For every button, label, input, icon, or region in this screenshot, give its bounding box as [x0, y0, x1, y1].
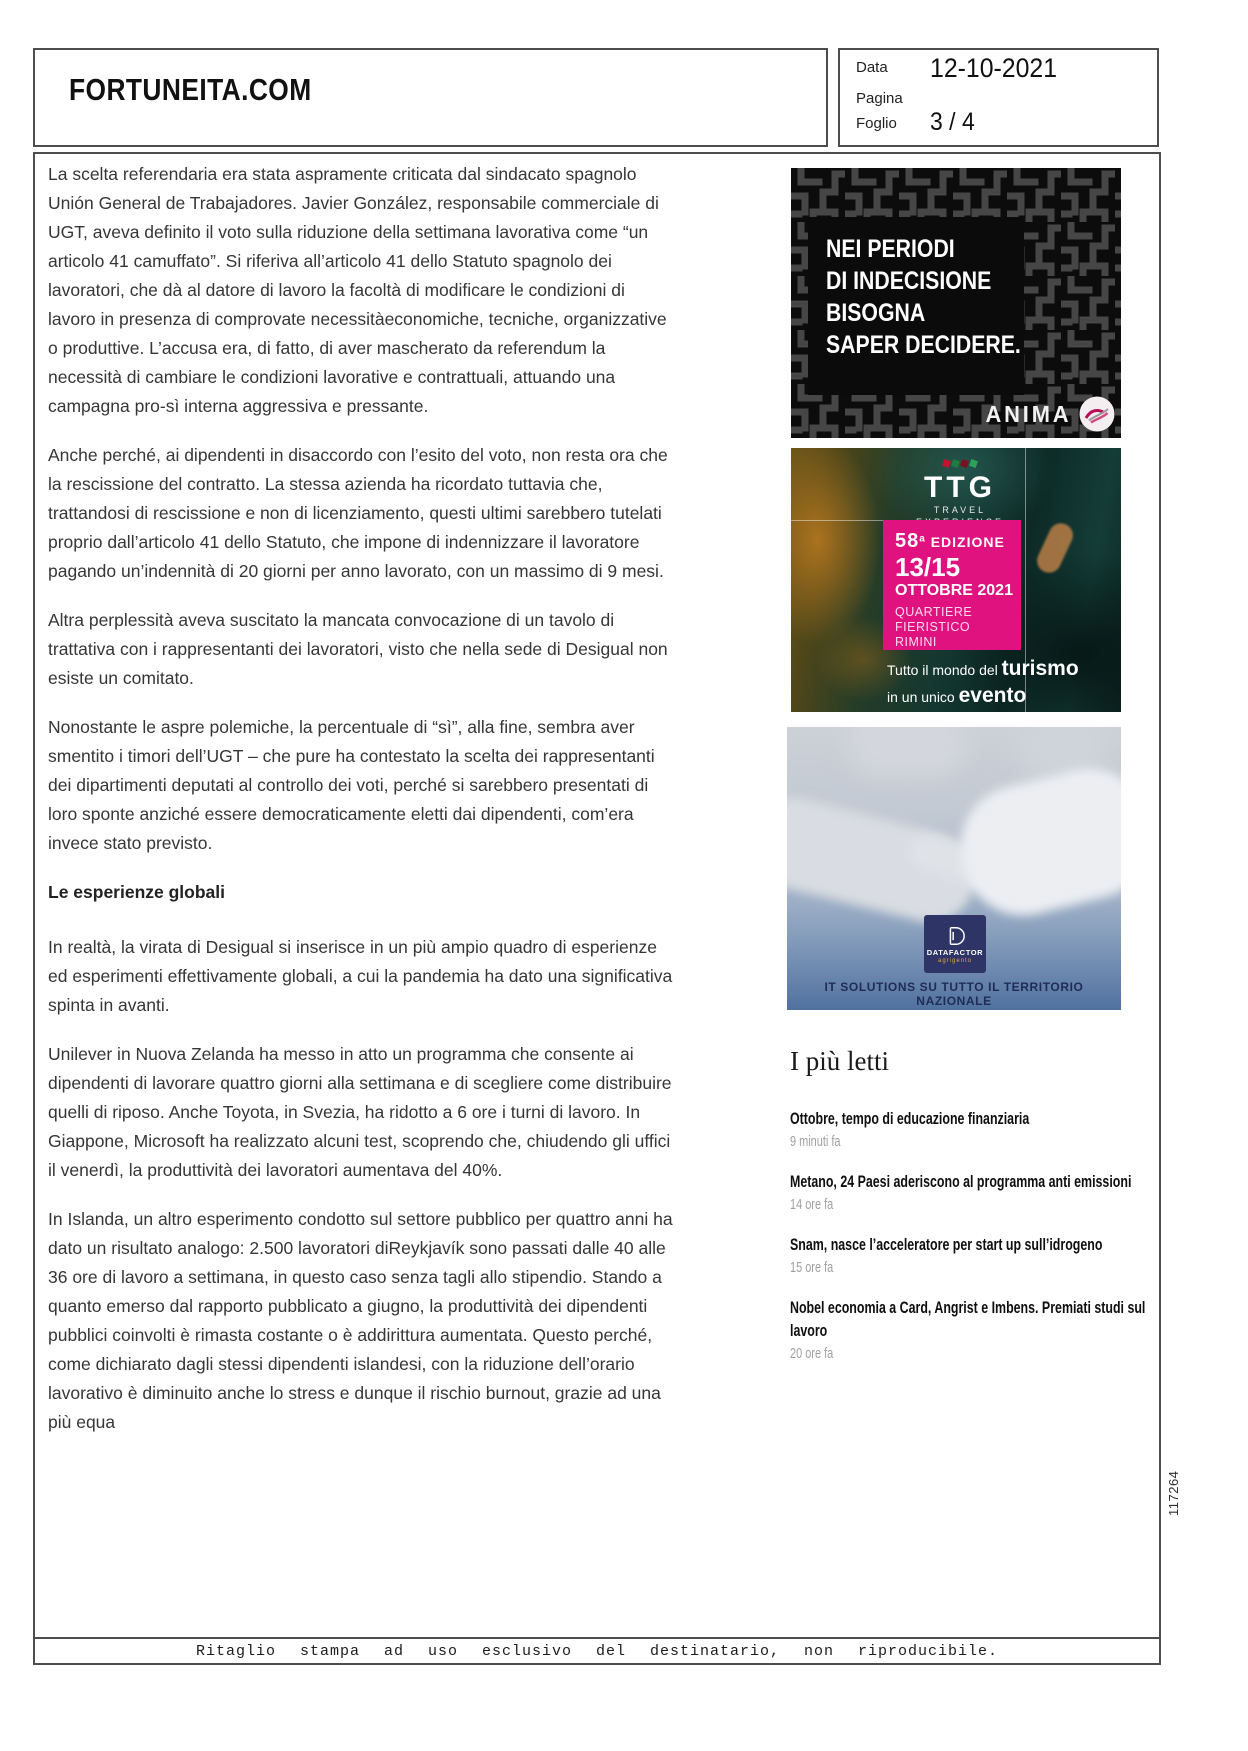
anima-text-panel — [808, 217, 1024, 395]
ttg-ad-banner[interactable] — [791, 448, 1121, 712]
most-read-item-time: 15 ore fa — [790, 1259, 834, 1276]
site-title: FORTUNEITA.COM — [69, 72, 312, 107]
most-read-item — [790, 1233, 1155, 1276]
most-read-item — [790, 1296, 1155, 1362]
paragraph: Anche perché, ai dipendenti in disaccordo con l’esito del voto, non resta ora che la rescissione del contratto. La stessa azienda ha ricordato tuttavia che, trattandosi di rescissione e non di licenziamento, questi ultimi sarebbero tutelati proprio dall’articolo 41 dello Statuto, che impone di indennizzare il lavoratore pagando un’indennità di 20 giorni per anno lavorato, con un massimo di 9 mesi. — [48, 445, 668, 581]
most-read-section — [790, 1046, 1248, 1382]
most-read-item — [790, 1107, 1155, 1150]
paragraph: Altra perplessità aveva suscitato la mancata convocazione di un tavolo di trattativa con i rappresentanti dei lavoratori, visto che nella sede di Desigual non esiste un comitato. — [48, 610, 668, 688]
article-column — [48, 160, 676, 1457]
data-label: Data — [856, 59, 888, 76]
anima-ad-banner[interactable] — [791, 168, 1121, 438]
meta-box — [838, 48, 1159, 147]
most-read-item-time: 14 ore fa — [790, 1196, 834, 1213]
section-heading: Le esperienze globali — [48, 882, 225, 902]
ttg-month: OTTOBRE 2021 — [895, 582, 1013, 599]
most-read-item-time: 9 minuti fa — [790, 1133, 841, 1150]
most-read-item-title[interactable]: Snam, nasce l’acceleratore per start up sull’idrogeno — [790, 1235, 1103, 1254]
bokeh-blob — [847, 727, 967, 777]
clipping-code: 117264 — [1166, 1470, 1181, 1516]
foglio-value: 3 / 4 — [930, 108, 975, 136]
ttg-dates: 13/15 — [895, 552, 961, 582]
anima-brand: ANIMA — [985, 400, 1071, 427]
footer-disclaimer: Ritaglio stampa ad uso esclusivo del destinatario, non riproducibile. — [195, 1642, 999, 1660]
most-read-title: I più letti — [790, 1046, 889, 1076]
ttg-confetti-icon — [895, 454, 1025, 472]
paragraph: Unilever in Nuova Zelanda ha messo in atto un programma che consente ai dipendenti di lavorare quattro giorni alla settimana e di scegliere come distribuire quelli di riposo. Anche Toyota, in Svezia, ha ridotto a 6 ore i turni di lavoro. In Giappone, Microsoft ha realizzato alcuni test, scoprendo che, chiudendo gli uffici il venerdì, la produttività dei lavoratori aumentava del 40%. — [48, 1044, 672, 1180]
masthead-box — [33, 48, 828, 147]
anima-logo-icon — [1079, 396, 1115, 432]
climber-figure — [1033, 519, 1077, 576]
most-read-item-title[interactable]: Metano, 24 Paesi aderiscono al programma anti emissioni — [790, 1172, 1132, 1191]
pagina-label: Pagina — [856, 90, 903, 107]
most-read-item — [790, 1170, 1155, 1213]
anima-headline: NEI PERIODI DI INDECISIONE BISOGNA SAPER DECIDERE. — [826, 235, 1021, 359]
datafactor-d-icon — [944, 925, 966, 947]
paragraph: In realtà, la virata di Desigual si inserisce in un più ampio quadro di esperienze ed esperimenti effettivamente globali, a cui la pandemia ha dato una significativa spinta in avanti. — [48, 937, 673, 1015]
most-read-item-title[interactable]: Nobel economia a Card, Angrist e Imbens. Premiati studi sul lavoro — [790, 1298, 1146, 1340]
paragraph: La scelta referendaria era stata aspramente criticata dal sindacato spagnolo Unión General de Trabajadores. Javier González, responsabile commerciale di UGT, aveva definito il voto sulla riduzione della settimana lavorativa come “un articolo 41 camuffato”. Si riferiva all’articolo 41 dello Statuto spagnolo dei lavoratori, che dà al datore di lavoro la facoltà di modificare le condizioni di lavoro in presenza di comprovate necessitàeconomiche, tecniche, organizzative o produttive. L’accusa era, di fatto, di aver mascherato da referendum la necessità di cambiare le condizioni lavorative e contrattuali, attuando una campagna pro-sì interna aggressiva e pressante. — [48, 164, 667, 416]
baby-hand-shape — [948, 756, 1121, 928]
ttg-logo: TTG TRAVEL — [895, 454, 1025, 528]
foglio-label: Foglio — [856, 115, 897, 132]
ttg-frame-line — [791, 520, 883, 521]
most-read-item-title[interactable]: Ottobre, tempo di educazione finanziaria — [790, 1109, 1030, 1128]
ttg-venue: QUARTIERE FIERISTICO RIMINI — [895, 605, 973, 649]
paragraph: Nonostante le aspre polemiche, la percentuale di “sì”, alla fine, sembra aver smentito i timori dell’UGT – che pure ha contestato la scelta dei rappresentanti dei dipartimenti deputati al controllo dei voti, perché si sarebbero presentati di loro sponte anziché essere democraticamente eletti dai dipendenti, com’era invece stato previsto. — [48, 717, 655, 853]
datafactor-ad-banner[interactable] — [787, 727, 1121, 1010]
date-value: 12-10-2021 — [930, 53, 1058, 83]
datafactor-caption: IT SOLUTIONS SU TUTTO IL TERRITORIO NAZIONALE — [824, 980, 1084, 1008]
paragraph: In Islanda, un altro esperimento condotto sul settore pubblico per quattro anni ha dato un risultato analogo: 2.500 lavoratori diReykjavík sono passati dalle 40 alle 36 ore di lavoro a settimana, in questo caso senza tagli allo stipendio. Stando a quanto emerso dal rapporto pubblicato a giugno, la produttività dei dipendenti pubblici coinvolti è rimasta costante o è addirittura aumentata. Questo perché, come dichiarato dagli stessi dipendenti islandesi, con la riduzione dell’orario lavorativo è diminuito anche lo stress e dunque il rischio burnout, grazie ad una più equa — [48, 1209, 673, 1432]
ttg-edition-box: 58$^a$ EDIZIONE 13/15 OTTOBRE 2021 QUARTIERE FIERISTICO RIMINI — [883, 520, 1021, 650]
datafactor-logo: DATAFACTOR agrigento — [924, 915, 986, 973]
most-read-item-time: 20 ore fa — [790, 1345, 834, 1362]
footer-disclaimer-box — [33, 1637, 1161, 1665]
ttg-tagline: Tutto il mondo del turismo in un unico evento — [887, 657, 1079, 707]
